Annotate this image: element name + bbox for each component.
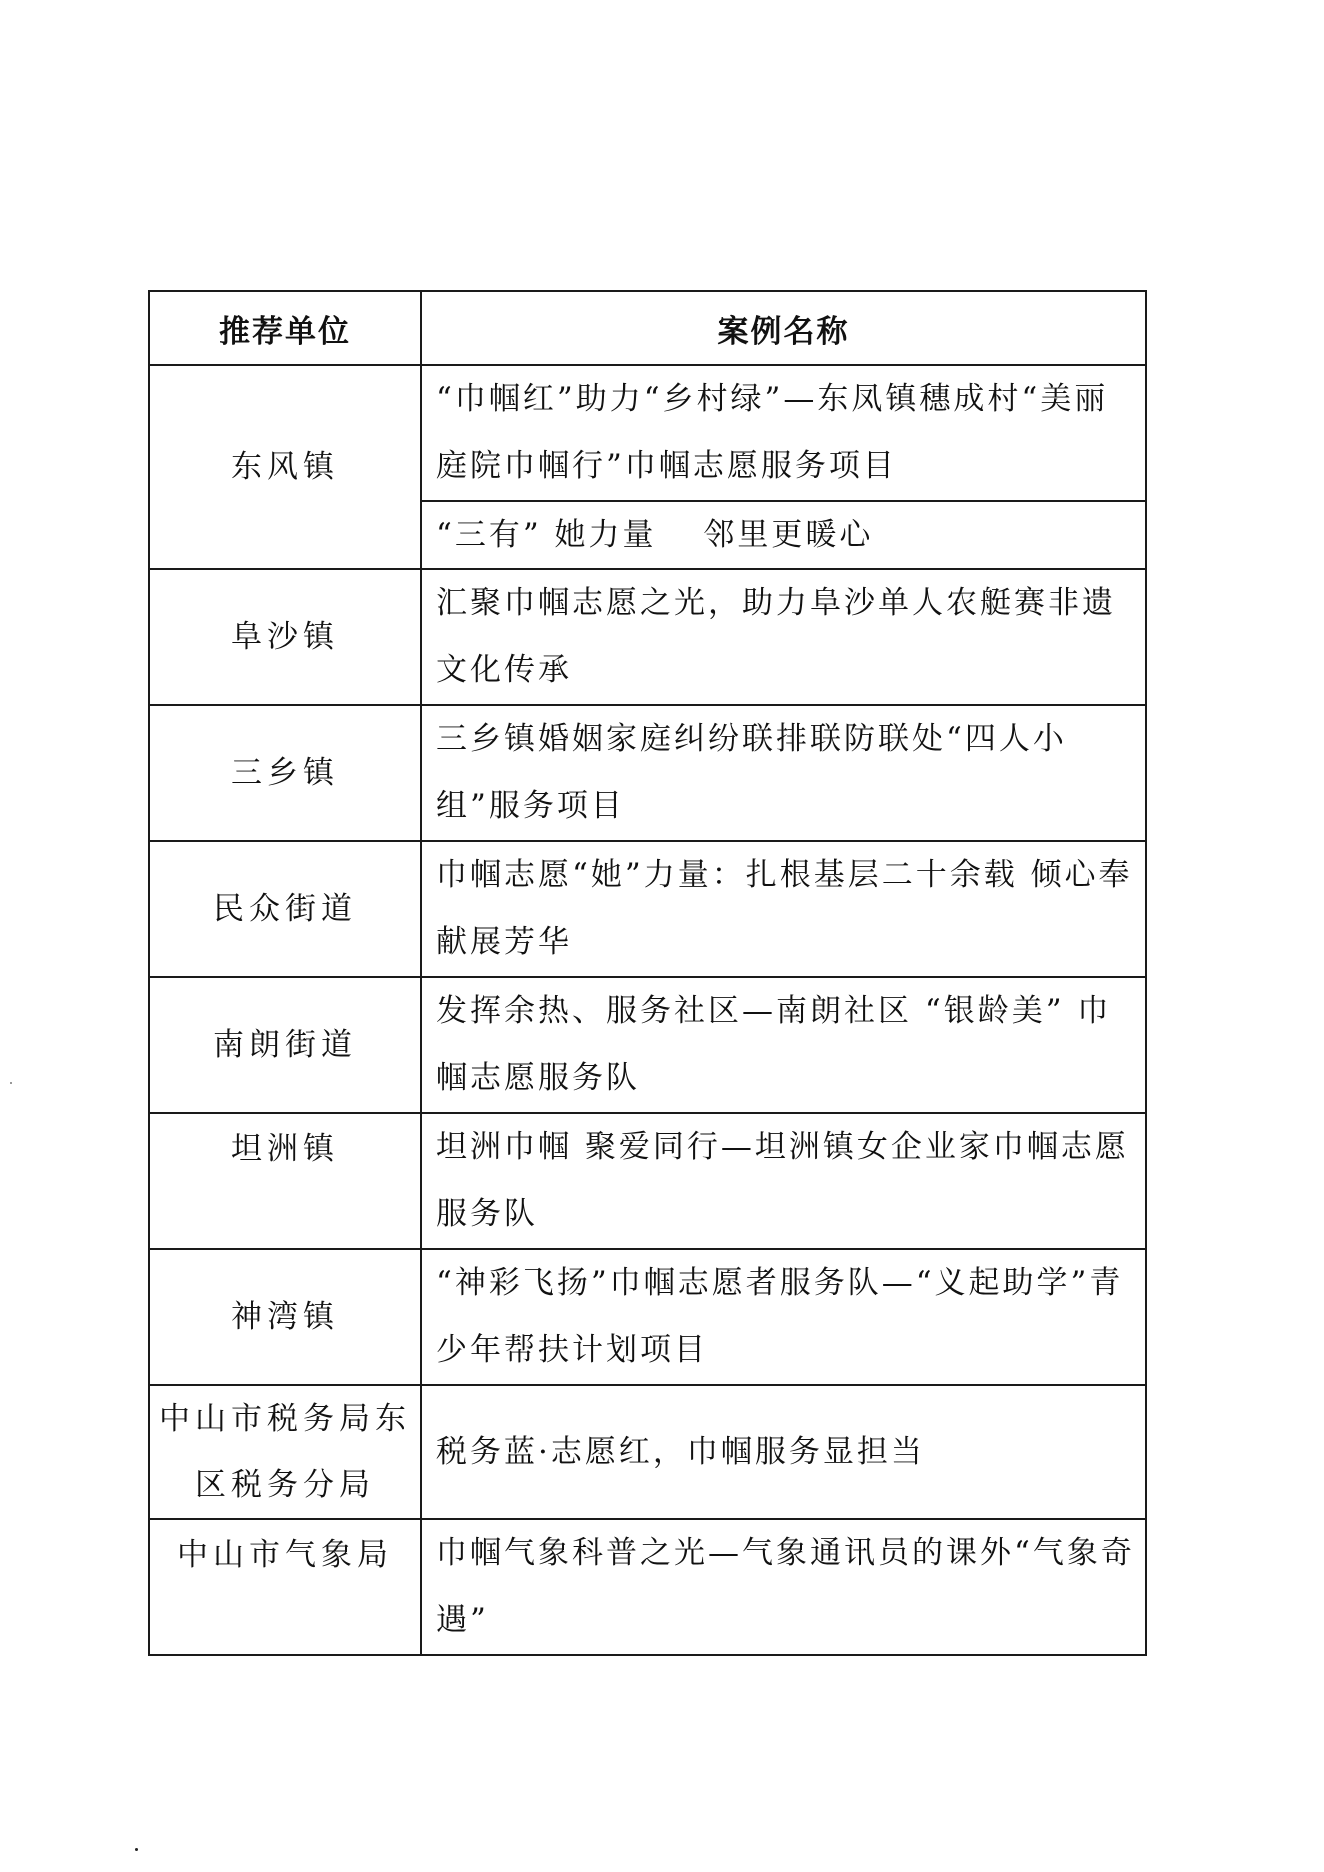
table-header-row — [149, 291, 1146, 365]
unit-cell: 三乡镇 — [149, 705, 421, 841]
unit-cell: 坦洲镇 — [149, 1113, 421, 1249]
scan-speck — [10, 1082, 12, 1084]
case-cell: 税务蓝·志愿红，巾帼服务显担当 — [421, 1385, 1146, 1519]
table-row — [149, 1385, 1146, 1519]
unit-cell: 神湾镇 — [149, 1249, 421, 1385]
case-cell: 巾帼气象科普之光—气象通讯员的课外“气象奇遇” — [421, 1519, 1146, 1655]
case-cell: “神彩飞扬”巾帼志愿者服务队—“义起助学”青少年帮扶计划项目 — [421, 1249, 1146, 1385]
table-row — [149, 1249, 1146, 1385]
table-row — [149, 705, 1146, 841]
case-cell: 三乡镇婚姻家庭纠纷联排联防联处“四人小组”服务项目 — [421, 705, 1146, 841]
table-row — [149, 365, 1146, 501]
table-row — [149, 841, 1146, 977]
case-cell: 发挥余热、服务社区—南朗社区 “银龄美” 巾帼志愿服务队 — [421, 977, 1146, 1113]
table-row — [149, 569, 1146, 705]
case-cell: 坦洲巾帼 聚爱同行—坦洲镇女企业家巾帼志愿服务队 — [421, 1113, 1146, 1249]
recommendation-table — [148, 290, 1145, 1656]
scan-speck — [135, 1848, 138, 1851]
header-case-name: 案例名称 — [421, 291, 1146, 365]
unit-cell: 阜沙镇 — [149, 569, 421, 705]
case-cell: “三有” 她力量 邻里更暖心 — [421, 501, 1146, 569]
case-cell: 巾帼志愿“她”力量：扎根基层二十余载 倾心奉献展芳华 — [421, 841, 1146, 977]
header-recommending-unit: 推荐单位 — [149, 291, 421, 365]
case-cell: “巾帼红”助力“乡村绿”—东凤镇穗成村“美丽庭院巾帼行”巾帼志愿服务项目 — [421, 365, 1146, 501]
unit-cell: 中山市税务局东区税务分局 — [149, 1385, 421, 1519]
table-row — [149, 1113, 1146, 1249]
table-row — [149, 1519, 1146, 1655]
table-row — [149, 977, 1146, 1113]
case-cell: 汇聚巾帼志愿之光，助力阜沙单人农艇赛非遗文化传承 — [421, 569, 1146, 705]
unit-cell: 南朗街道 — [149, 977, 421, 1113]
case-table — [148, 290, 1147, 1656]
unit-cell: 东风镇 — [149, 365, 421, 569]
unit-cell: 中山市气象局 — [149, 1519, 421, 1655]
unit-cell: 民众街道 — [149, 841, 421, 977]
